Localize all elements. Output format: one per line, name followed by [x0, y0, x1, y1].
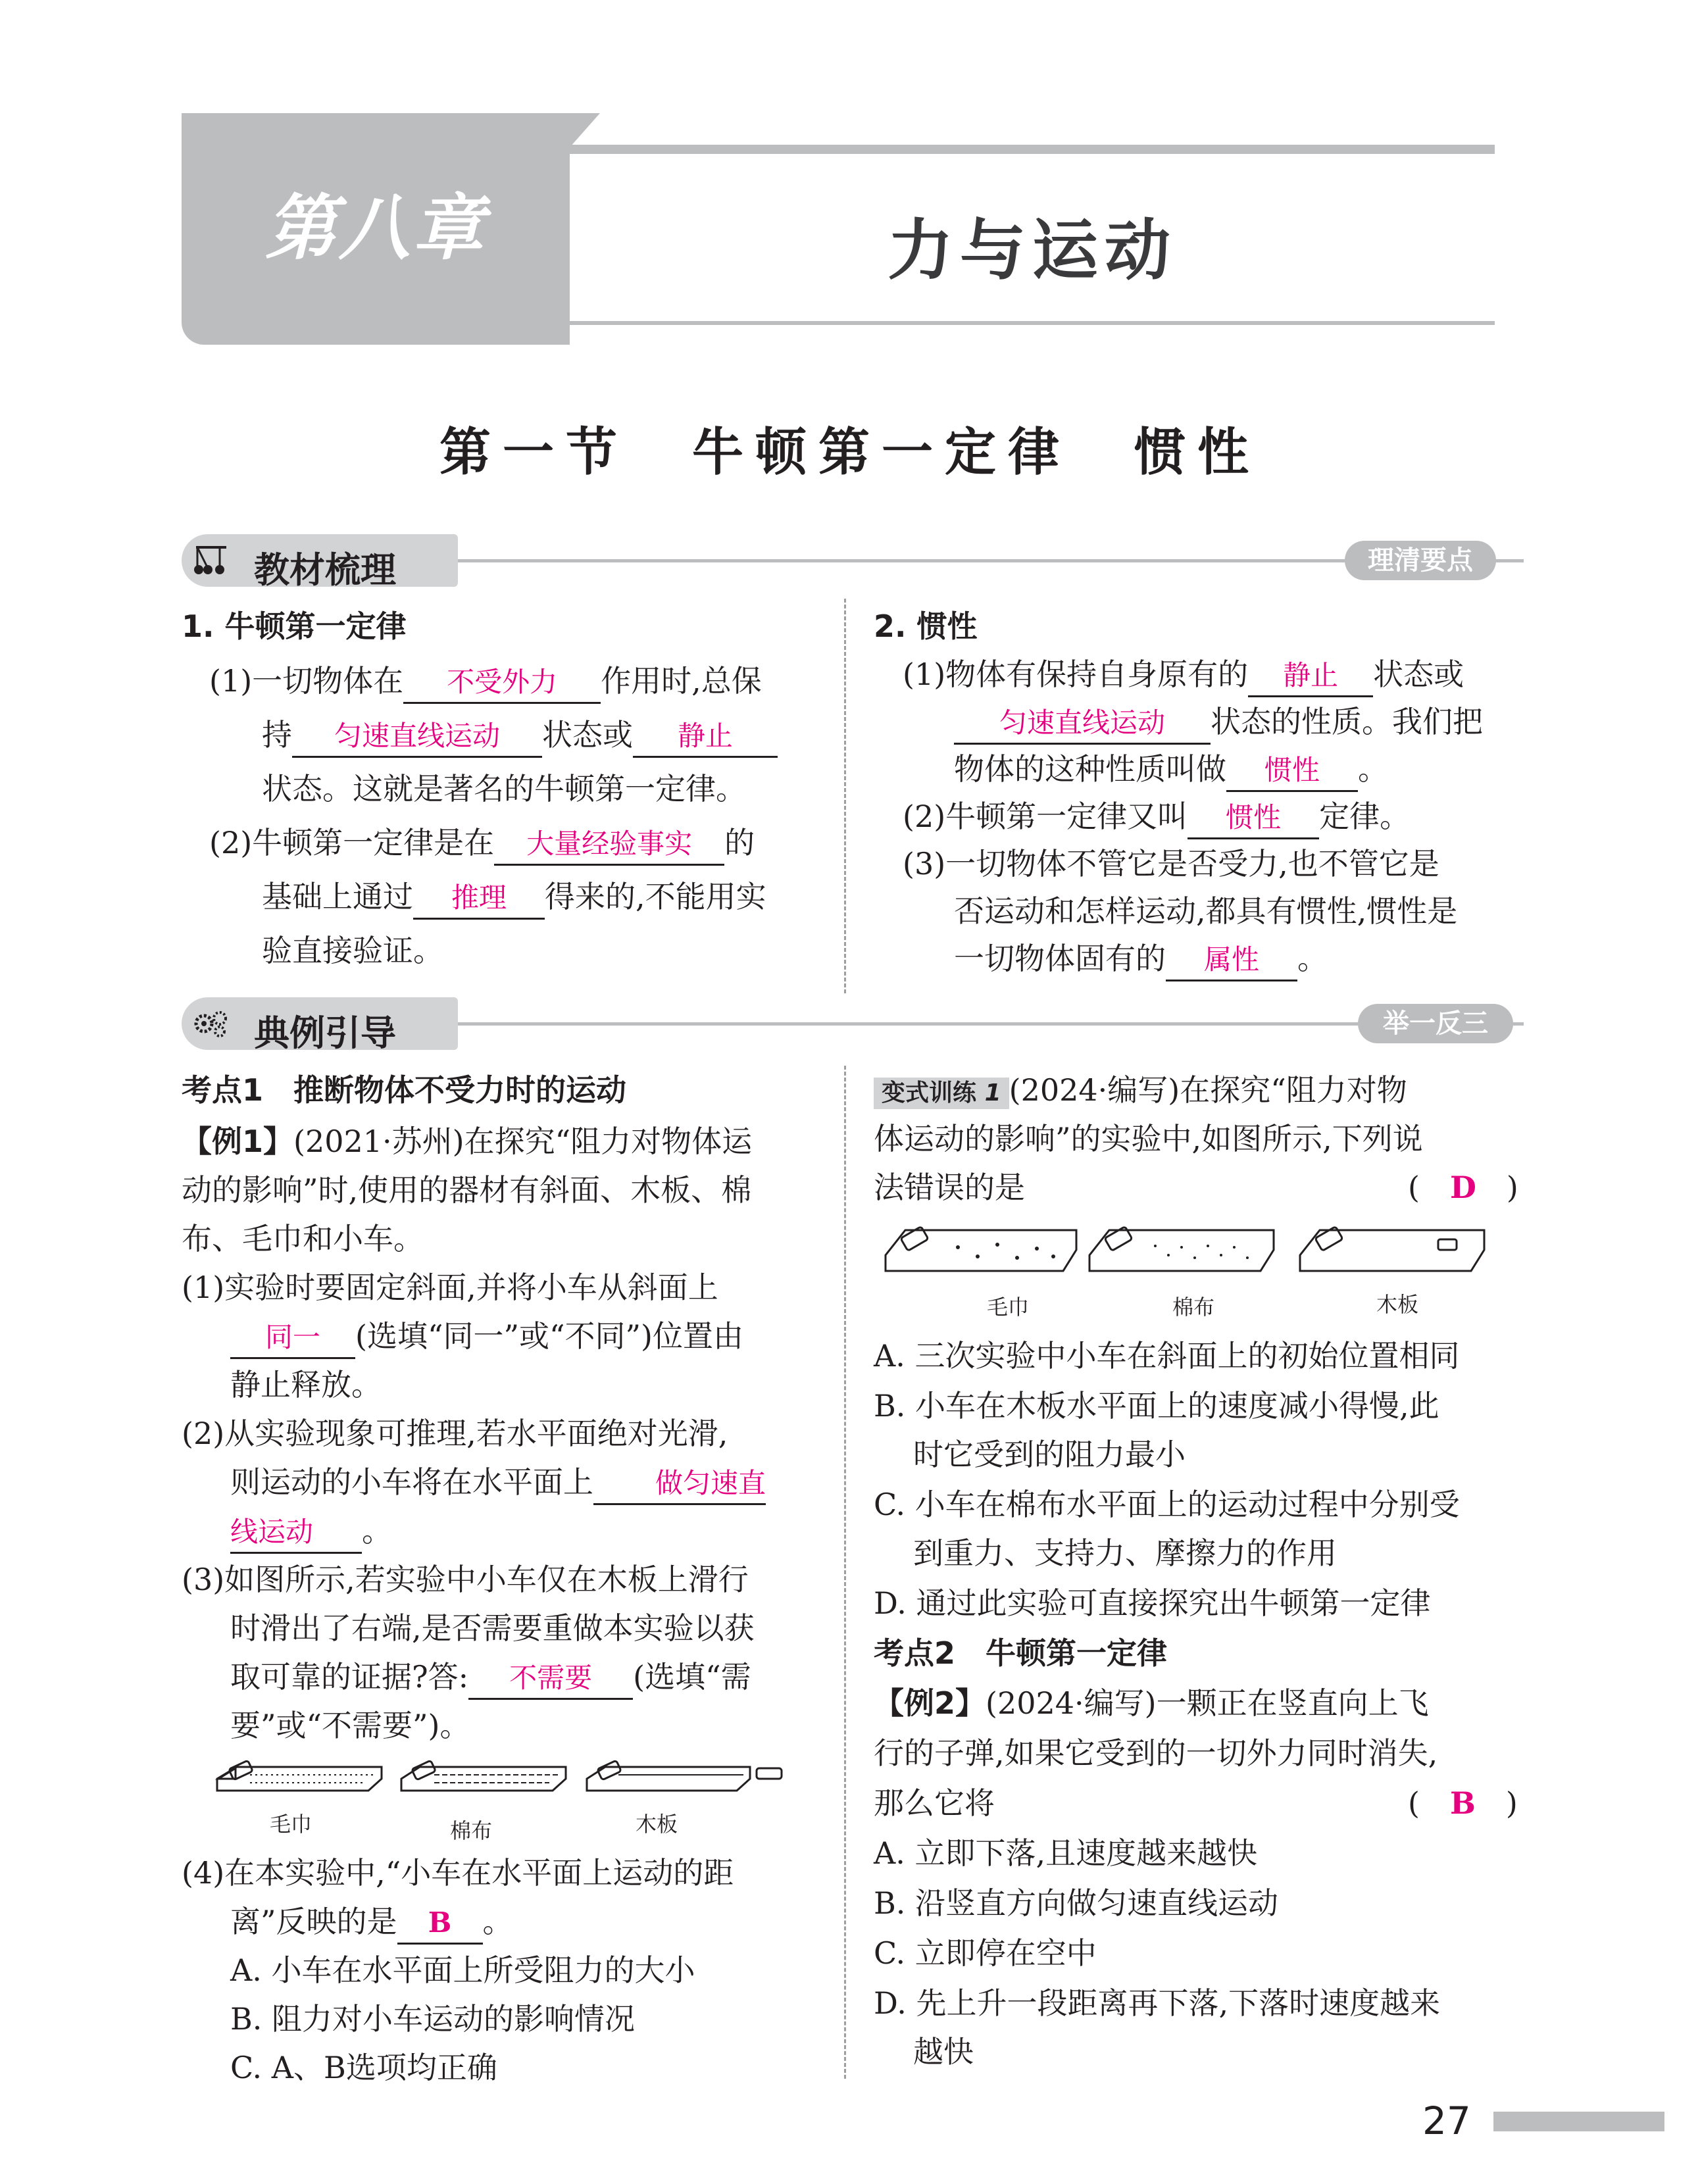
answer-blank: 推理	[413, 878, 545, 920]
heading-newton-first-law: 1. 牛顿第一定律	[182, 608, 407, 644]
variant1-option-b2: 时它受到的阻力最小	[913, 1437, 1186, 1472]
chapter-label: 第八章	[264, 187, 486, 270]
kp1-q4-option-c: C. A、B选项均正确	[230, 2050, 497, 2085]
answer-blank: 做匀速直	[593, 1464, 766, 1505]
kp2-option-d1: D. 先上升一段距离再下落,下落时速度越来	[874, 1985, 1441, 2021]
variant-training-tag	[874, 1078, 1009, 1109]
right1-line2	[954, 697, 1483, 746]
kp1-q3-line1: (3)如图所示,若实验中小车仅在木板上滑行	[182, 1562, 749, 1597]
heading-inertia: 2. 惯性	[874, 608, 978, 644]
text: 的	[724, 825, 755, 860]
kp1-example-line1	[182, 1117, 752, 1166]
answer-blank: 静止	[1248, 656, 1373, 697]
kp1-q1-line2	[230, 1312, 743, 1360]
kp1-q1-line3: 静止释放。	[230, 1367, 382, 1402]
variant1-option-d: D. 通过此实验可直接探究出牛顿第一定律	[874, 1585, 1431, 1621]
variant1-option-a: A. 三次实验中小车在斜面上的初始位置相同	[874, 1338, 1460, 1374]
text: 得来的,不能用实	[545, 879, 766, 914]
figure-label: 木板	[636, 1812, 678, 1837]
kp2-option-c: C. 立即停在空中	[874, 1935, 1097, 1971]
text: 。	[482, 1904, 513, 1939]
kp2-option-d2: 越快	[913, 2034, 974, 2070]
answer-blank: 大量经验事实	[494, 824, 724, 866]
right1-line6: 否运动和怎样运动,都具有惯性,惯性是	[954, 893, 1458, 929]
answer-blank: 不需要	[468, 1658, 633, 1700]
column-divider	[844, 1066, 846, 2079]
chapter-tab-corner	[570, 113, 600, 147]
text: (1)物体有保持自身原有的	[903, 657, 1249, 692]
text: (选填“同一”或“不同”)位置由	[355, 1318, 743, 1354]
kp1-q1-line1: (1)实验时要固定斜面,并将小车从斜面上	[182, 1270, 718, 1305]
example-label: 【例2】	[874, 1685, 986, 1721]
variant1-option-c1: C. 小车在棉布水平面上的运动过程中分别受	[874, 1487, 1460, 1522]
gears-icon	[193, 1006, 229, 1041]
answer-blank: 匀速直线运动	[292, 716, 542, 758]
column-divider	[844, 599, 846, 993]
answer-blank: 静止	[633, 716, 778, 758]
right1-line3	[954, 745, 1388, 793]
text: 定律。	[1319, 799, 1411, 834]
text: 。	[1358, 751, 1388, 787]
kp1-q4-option-b: B. 阻力对小车运动的影响情况	[230, 2001, 636, 2037]
kp1-example-line2: 动的影响”时,使用的器材有斜面、木板、棉	[182, 1172, 752, 1208]
text: 状态或	[542, 717, 633, 753]
kp1-q4-line2	[230, 1897, 513, 1946]
text: 基础上通过	[262, 879, 413, 914]
kp2-example-line2: 行的子弹,如果它受到的一切外力同时消失,	[874, 1735, 1438, 1771]
text: (2)牛顿第一定律又叫	[903, 799, 1188, 834]
answer-blank: 属性	[1166, 940, 1297, 981]
right1-line5: (3)一切物体不管它是否受力,也不管它是	[903, 846, 1439, 881]
text: 1	[984, 1080, 1001, 1106]
answer-blank: 惯性	[1188, 798, 1319, 839]
kp1-q4-line1: (4)在本实验中,“小车在水平面上运动的距	[182, 1855, 734, 1891]
variant1-line1	[874, 1066, 1407, 1114]
left1-line5	[262, 872, 766, 921]
text: 状态的性质。我们把	[1211, 704, 1483, 739]
text: 一切物体固有的	[954, 941, 1166, 976]
banner-example-guide	[182, 997, 1497, 1054]
variant1-line2: 体运动的影响”的实验中,如图所示,下列说	[874, 1121, 1423, 1156]
kp2-option-b: B. 沿竖直方向做匀速直线运动	[874, 1885, 1279, 1921]
header-rule-top	[570, 145, 1495, 154]
kp1-example-line3: 布、毛巾和小车。	[182, 1221, 424, 1256]
left1-line4	[209, 818, 755, 867]
figure-label: 毛巾	[270, 1812, 312, 1837]
kp1-q2-line2	[230, 1458, 766, 1506]
section-title: 第一节 牛顿第一定律 惯性	[439, 422, 1261, 482]
left1-line1	[209, 657, 762, 705]
kp1-q2-line3	[230, 1506, 392, 1555]
right1-line4	[903, 792, 1410, 841]
answer: B	[1449, 1785, 1476, 1821]
kp1-q2-line1: (2)从实验现象可推理,若水平面绝对光滑,	[182, 1416, 728, 1451]
banner-textbook-review	[182, 534, 1497, 591]
variant1-line3: 法错误的是	[874, 1170, 1025, 1205]
chapter-title: 力与运动	[888, 212, 1177, 289]
kp1-q3-line4: 要”或“不需要”)。	[230, 1708, 470, 1743]
example-label: 【例1】	[182, 1124, 294, 1159]
kp2-heading: 考点2 牛顿第一定律	[874, 1635, 1168, 1671]
left1-line3: 状态。这就是著名的牛顿第一定律。	[262, 771, 746, 807]
text: 取可靠的证据?答:	[230, 1659, 469, 1695]
figure-label: 棉布	[450, 1818, 493, 1843]
answer-blank: 惯性	[1226, 751, 1358, 792]
text: (2024·编写)一颗正在竖直向上飞	[986, 1685, 1429, 1721]
kp2-option-a: A. 立即下落,且速度越来越快	[874, 1835, 1258, 1871]
newtons-cradle-icon	[193, 543, 229, 578]
text: 作用时,总保	[601, 663, 762, 699]
text: 物体的这种性质叫做	[954, 751, 1226, 787]
answer-blank: B	[397, 1903, 483, 1945]
page-number-bar	[1493, 2112, 1664, 2131]
kp1-q4-option-a: A. 小车在水平面上所受阻力的大小	[230, 1952, 695, 1988]
text: (2024·编写)在探究“阻力对物	[1009, 1072, 1407, 1108]
banner-title: 教材梳理	[254, 549, 396, 591]
right1-line1	[903, 650, 1464, 699]
variant1-option-c2: 到重力、支持力、摩擦力的作用	[913, 1535, 1337, 1571]
text: 状态或	[1373, 657, 1464, 692]
header-rule-bottom	[570, 321, 1495, 325]
figure-label: 木板	[1376, 1292, 1419, 1317]
kp1-q3-line2: 时滑出了右端,是否需要重做本实验以获	[230, 1610, 755, 1646]
right1-line7	[954, 934, 1328, 983]
text: 离”反映的是	[230, 1904, 397, 1939]
figure-label: 毛巾	[987, 1295, 1030, 1320]
answer-blank: 线运动	[230, 1512, 362, 1554]
banner-tag: 理清要点	[1345, 541, 1496, 580]
kp1-heading: 考点1 推断物体不受力时的运动	[182, 1072, 627, 1108]
kp1-q3-line3	[230, 1652, 751, 1701]
text: (选填“需	[633, 1659, 751, 1695]
variant1-answer-paren: ( D )	[1408, 1170, 1518, 1205]
page-number: 27	[1422, 2098, 1471, 2143]
answer-blank: 同一	[230, 1318, 355, 1359]
kp2-answer-paren: ( B )	[1408, 1785, 1518, 1821]
text: (1)一切物体在	[209, 663, 404, 699]
figure-label: 棉布	[1172, 1295, 1215, 1320]
left1-line2	[262, 710, 778, 759]
answer-blank: 不受外力	[403, 662, 601, 704]
text: 。	[362, 1513, 392, 1549]
left1-line6: 验直接验证。	[262, 933, 443, 968]
banner-title: 典例引导	[254, 1012, 396, 1054]
text: 持	[262, 717, 292, 753]
banner-tag: 举一反三	[1358, 1004, 1513, 1043]
variant1-option-b1: B. 小车在木板水平面上的速度减小得慢,此	[874, 1388, 1439, 1424]
text: 则运动的小车将在水平面上	[230, 1464, 593, 1500]
kp2-example-line1	[874, 1679, 1429, 1727]
text: (2021·苏州)在探究“阻力对物体运	[293, 1124, 753, 1159]
answer: D	[1449, 1170, 1476, 1205]
kp2-example-line3: 那么它将	[874, 1785, 995, 1821]
text: (2)牛顿第一定律是在	[209, 825, 495, 860]
text: 。	[1297, 941, 1328, 976]
text: 变式训练	[882, 1080, 977, 1106]
answer-blank: 匀速直线运动	[954, 703, 1211, 745]
